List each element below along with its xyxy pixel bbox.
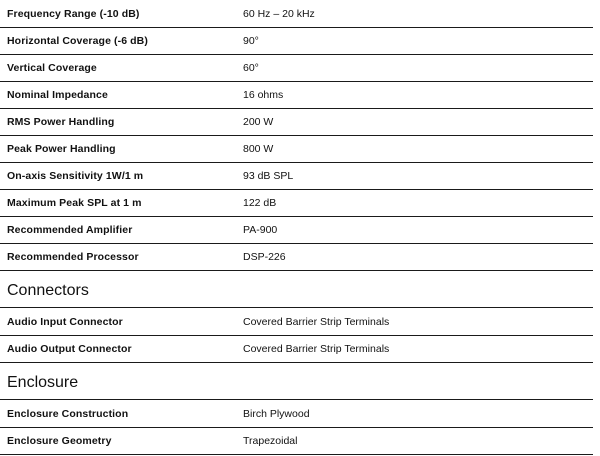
spec-label: Enclosure Geometry bbox=[7, 435, 112, 447]
table-row bbox=[0, 336, 593, 363]
spec-value: 800 W bbox=[243, 143, 274, 155]
table-row bbox=[0, 217, 593, 244]
spec-value: 200 W bbox=[243, 116, 274, 128]
enclosure-heading: Enclosure bbox=[0, 363, 593, 400]
table-row bbox=[0, 163, 593, 190]
spec-value: 60° bbox=[243, 62, 259, 74]
table-row bbox=[0, 82, 593, 109]
spec-label: Vertical Coverage bbox=[7, 62, 97, 74]
spec-label: Maximum Peak SPL at 1 m bbox=[7, 197, 142, 209]
spec-label: Nominal Impedance bbox=[7, 89, 108, 101]
spec-label: Recommended Processor bbox=[7, 251, 139, 263]
spec-label: Enclosure Construction bbox=[7, 407, 129, 420]
spec-value: Covered Barrier Strip Terminals bbox=[243, 343, 390, 355]
table-row bbox=[0, 190, 593, 217]
spec-label: Horizontal Coverage (-6 dB) bbox=[7, 35, 148, 47]
spec-value: Birch Plywood bbox=[243, 407, 310, 420]
spec-value: 90° bbox=[243, 35, 259, 47]
spec-value: PA-900 bbox=[243, 224, 278, 236]
spec-value: 122 dB bbox=[243, 197, 277, 209]
spec-label: Recommended Amplifier bbox=[7, 224, 133, 236]
table-row bbox=[0, 55, 593, 82]
table-row bbox=[0, 109, 593, 136]
table-row bbox=[0, 244, 593, 271]
spec-label: Audio Output Connector bbox=[7, 343, 132, 355]
spec-value: 16 ohms bbox=[243, 89, 284, 101]
table-row bbox=[0, 28, 593, 55]
spec-label: Frequency Range (-10 dB) bbox=[7, 7, 140, 20]
table-row bbox=[0, 308, 593, 336]
spec-value: Covered Barrier Strip Terminals bbox=[243, 315, 390, 328]
spec-label: RMS Power Handling bbox=[7, 116, 115, 128]
spec-value: Trapezoidal bbox=[243, 435, 298, 447]
spec-label: Peak Power Handling bbox=[7, 143, 116, 155]
table-row bbox=[0, 0, 593, 28]
enclosure-table bbox=[0, 400, 593, 455]
spec-value: DSP-226 bbox=[243, 251, 286, 263]
spec-label: Audio Input Connector bbox=[7, 315, 123, 328]
table-row bbox=[0, 136, 593, 163]
table-row bbox=[0, 400, 593, 428]
connectors-heading: Connectors bbox=[0, 271, 593, 308]
spec-value: 93 dB SPL bbox=[243, 170, 294, 182]
spec-value: 60 Hz – 20 kHz bbox=[243, 7, 315, 20]
spec-label: On-axis Sensitivity 1W/1 m bbox=[7, 170, 144, 182]
connectors-table bbox=[0, 308, 593, 363]
table-row bbox=[0, 428, 593, 455]
